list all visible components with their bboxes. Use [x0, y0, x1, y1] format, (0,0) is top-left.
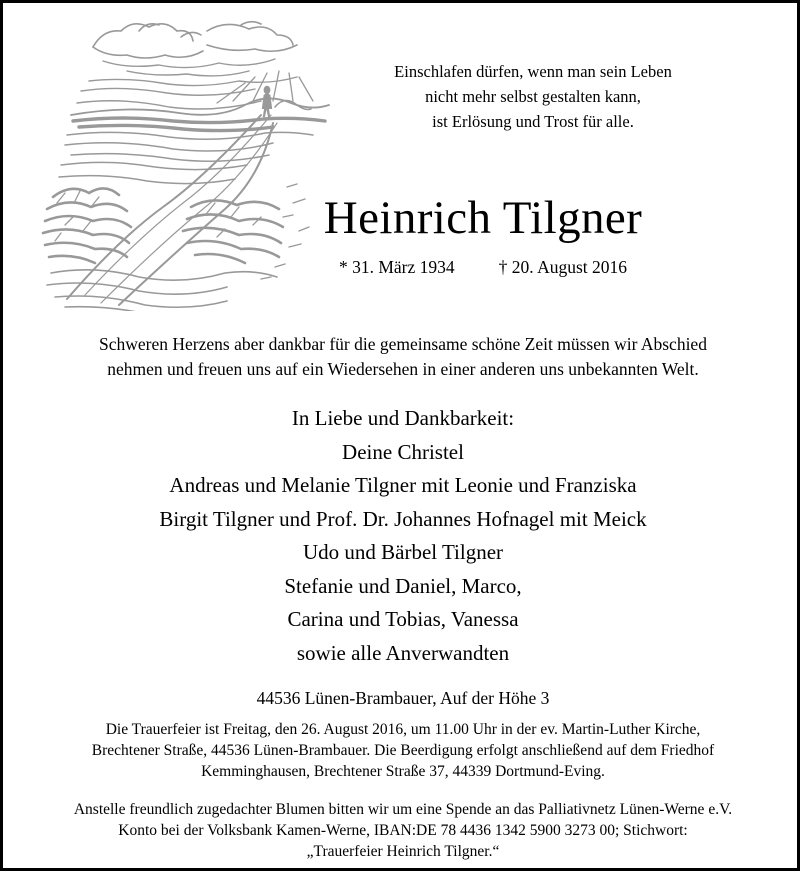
farewell-message [43, 332, 763, 382]
survivor-entry: sowie alle Anverwandten [296, 640, 510, 665]
birth-date: * 31. März 1934 [338, 257, 455, 277]
ceremony-line-2: Brechtener Straße, 44536 Lünen-Brambauer. Die Beerdigung erfolgt anschließend auf dem Friedhof [91, 742, 715, 759]
deceased-name: Heinrich Tilgner [323, 192, 643, 244]
farewell-line-1: Schweren Herzens aber dankbar für die gemeinsame schöne Zeit müssen wir Abschied [99, 334, 707, 354]
life-dates [203, 255, 763, 279]
verse-line-3: ist Erlösung und Trost für alle. [432, 112, 634, 131]
donation-line-3: „Trauerfeier Heinrich Tilgner.“ [306, 843, 500, 860]
donation-line-2: Konto bei der Volksbank Kamen-Werne, IBAN:DE 78 4436 1342 5900 3273 00; Stichwort: [118, 822, 688, 839]
ceremony-details [33, 719, 773, 782]
survivor-entry: Udo und Bärbel Tilgner [302, 540, 504, 564]
farewell-line-2: nehmen und freuen uns auf ein Wiedersehen in einer anderen uns unbekannten Welt. [107, 359, 699, 379]
survivors-heading: In Liebe und Dankbarkeit: [291, 406, 515, 430]
survivor-entry: Andreas und Melanie Tilgner mit Leonie und Franziska [169, 473, 637, 497]
ceremony-line-1: Die Trauerfeier ist Freitag, den 26. August 2016, um 11.00 Uhr in der ev. Martin-Luther Kirche, [105, 721, 701, 738]
verse-line-1: Einschlafen dürfen, wenn man sein Leben [394, 62, 672, 81]
survivor-entry: Birgit Tilgner und Prof. Dr. Johannes Hofnagel mit Meick [159, 506, 647, 531]
donation-request [33, 799, 773, 862]
donation-line-1: Anstelle freundlich zugedachter Blumen bitten wir um eine Spende an das Palliativnetz Lünen-Werne e.V. [73, 801, 733, 818]
survivor-entry: Carina und Tobias, Vanessa [287, 607, 519, 631]
survivor-entry: Stefanie und Daniel, Marco, [284, 573, 522, 598]
survivor-entry: Deine Christel [342, 439, 464, 464]
family-address: 44536 Lünen-Brambauer, Auf der Höhe 3 [256, 688, 550, 708]
survivors-list [43, 402, 763, 670]
verse-line-2: nicht mehr selbst gestalten kann, [425, 87, 641, 106]
ceremony-line-3: Kemminghausen, Brechtener Straße 37, 44339 Dortmund-Eving. [201, 763, 605, 780]
memorial-verse [333, 59, 733, 134]
death-date: † 20. August 2016 [498, 257, 628, 277]
